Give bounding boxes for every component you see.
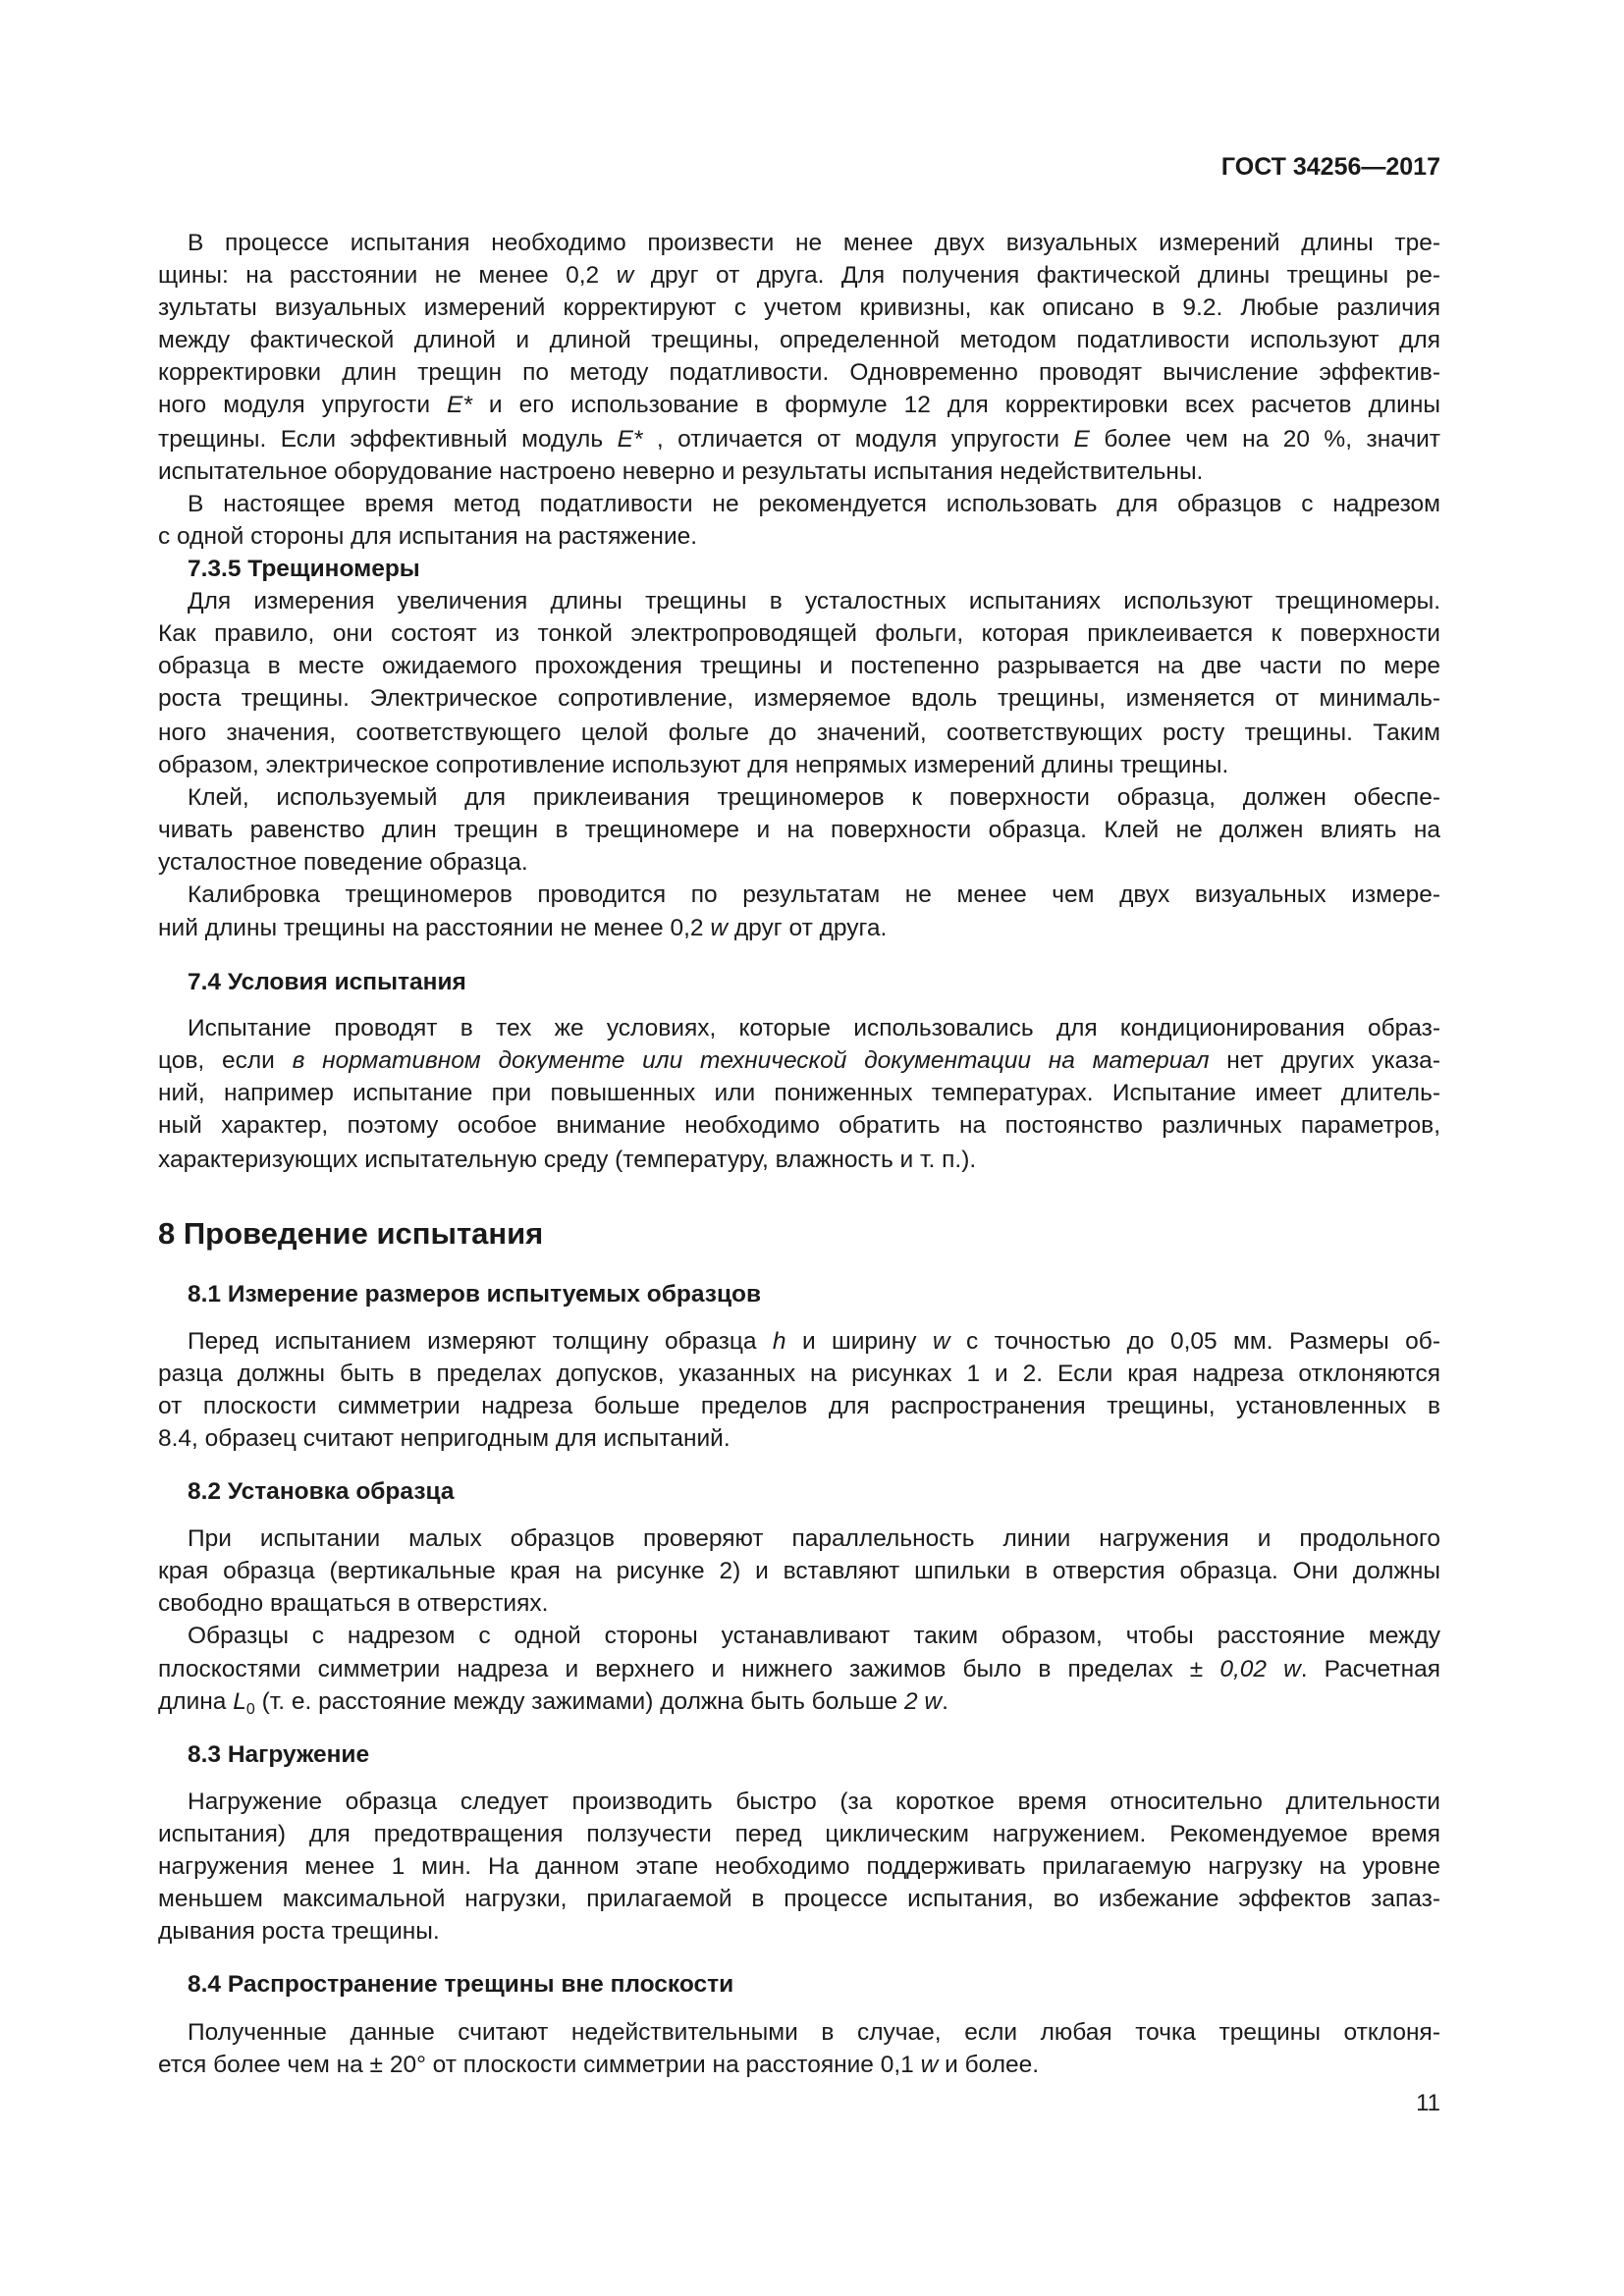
text-line: чивать равенство длин трещин в трещиномере и на поверхности образца. Клей не должен влиять на	[158, 817, 1440, 843]
page-number: 11	[1416, 2090, 1440, 2116]
section-heading-8: 8 Проведение испытания	[158, 1216, 544, 1251]
text-line: цов, если в нормативном документе или технической документации на материал нет других указа-	[158, 1047, 1440, 1074]
section-heading-8-1: 8.1 Измерение размеров испытуемых образцов	[188, 1281, 762, 1308]
text-line: испытания) для предотвращения ползучести перед циклическим нагружением. Рекомендуемое время	[158, 1821, 1440, 1847]
text-line: Испытание проводят в тех же условиях, которые использовались для кондиционирования образ-	[188, 1015, 1440, 1041]
text-line: меньшем максимальной нагрузки, прилагаемой в процессе испытания, во избежание эффектов запаз-	[158, 1886, 1440, 1912]
text-line: ного значения, соответствующего целой фольге до значений, соответствующих росту трещины. Таким	[158, 720, 1440, 746]
text-line: ний длины трещины на расстоянии не менее 0,2 w друг от друга.	[158, 915, 888, 941]
text-line: образом, электрическое сопротивление используют для непрямых измерений длины трещины.	[158, 752, 1229, 778]
text-line: края образца (вертикальные края на рисунке 2) и вставляют шпильки в отверстия образца. Они должны	[158, 1558, 1440, 1584]
text-line: В настоящее время метод податливости не рекомендуется использовать для образцов с надрезом	[188, 491, 1440, 517]
text-line: ется более чем на ± 20° от плоскости симметрии на расстояние 0,1 w и более.	[158, 2052, 1040, 2078]
text-line: Для измерения увеличения длины трещины в усталостных испытаниях используют трещиномеры.	[188, 588, 1440, 614]
text-line: Калибровка трещиномеров проводится по результатам не менее чем двух визуальных измере-	[188, 881, 1440, 908]
section-heading-8-2: 8.2 Установка образца	[188, 1478, 455, 1505]
text-line: ный характер, поэтому особое внимание необходимо обратить на постоянство различных параметров,	[158, 1112, 1440, 1139]
text-line: Перед испытанием измеряют толщину образца h и ширину w с точностью до 0,05 мм. Размеры об-	[188, 1328, 1440, 1355]
text-line: Образцы с надрезом с одной стороны устанавливают таким образом, чтобы расстояние между	[188, 1623, 1440, 1649]
text-line: с одной стороны для испытания на растяжение.	[158, 523, 698, 550]
text-line: испытательное оборудование настроено неверно и результаты испытания недействительны.	[158, 458, 1204, 485]
text-line: корректировки длин трещин по методу податливости. Одновременно проводят вычисление эффектив-	[158, 359, 1440, 386]
text-line: свободно вращаться в отверстиях.	[158, 1590, 549, 1617]
text-line: дывания роста трещины.	[158, 1918, 440, 1945]
text-line: нагружения менее 1 мин. На данном этапе необходимо поддерживать прилагаемую нагрузку на уровне	[158, 1853, 1440, 1880]
section-heading-8-3: 8.3 Нагружение	[188, 1741, 370, 1768]
text-line: плоскостями симметрии надреза и верхнего и нижнего зажимов было в пределах ± 0,02 w. Расчетная	[158, 1656, 1441, 1682]
text-line: Как правило, они состоят из тонкой электропроводящей фольги, которая приклеивается к поверхности	[158, 620, 1440, 647]
text-line: длина $L_0$ (т. е. расстояние между зажимами) должна быть больше 2 w.	[158, 1688, 948, 1718]
text-line: разца должны быть в пределах допусков, указанных на рисунках 1 и 2. Если края надреза отклоняются	[158, 1361, 1440, 1387]
text-line: Полученные данные считают недействительными в случае, если любая точка трещины отклоня-	[188, 2019, 1440, 2046]
document-header: ГОСТ 34256—2017	[1220, 153, 1440, 181]
text-line: образца в месте ожидаемого прохождения трещины и постепенно разрывается на две части по мере	[158, 653, 1440, 679]
text-line: ного модуля упругости E* и его использование в формуле 12 для корректировки всех расчетов длины	[158, 392, 1440, 418]
section-heading-7-3-5: 7.3.5 Трещиномеры	[188, 556, 420, 582]
text-line: от плоскости симметрии надреза больше пределов для распространения трещины, установленных в	[158, 1393, 1440, 1419]
text-line: характеризующих испытательную среду (температуру, влажность и т. п.).	[158, 1147, 977, 1173]
section-heading-8-4: 8.4 Распространение трещины вне плоскости	[188, 1971, 734, 1998]
text-line: ний, например испытание при повышенных или пониженных температурах. Испытание имеет длитель-	[158, 1080, 1440, 1106]
text-line: 8.4, образец считают непригодным для испытаний.	[158, 1425, 731, 1452]
text-line: При испытании малых образцов проверяют параллельность линии нагружения и продольного	[188, 1525, 1440, 1552]
text-line: Клей, используемый для приклеивания трещиномеров к поверхности образца, должен обеспе-	[188, 784, 1440, 811]
text-line: зультаты визуальных измерений корректируют с учетом кривизны, как описано в 9.2. Любые различия	[158, 294, 1440, 321]
text-line: трещины. Если эффективный модуль E* , отличается от модуля упругости E более чем на 20 %, значит	[158, 426, 1441, 453]
text-line: Нагружение образца следует производить быстро (за короткое время относительно длительности	[188, 1789, 1440, 1815]
text-line: щины: на расстоянии не менее 0,2 w друг от друга. Для получения фактической длины трещины ре-	[158, 262, 1440, 289]
text-line: роста трещины. Электрическое сопротивление, измеряемое вдоль трещины, изменяется от минималь-	[158, 685, 1440, 712]
text-line: В процессе испытания необходимо произвести не менее двух визуальных измерений длины тре-	[188, 230, 1440, 256]
text-line: усталостное поведение образца.	[158, 849, 528, 876]
text-line: между фактической длиной и длиной трещины, определенной методом податливости используют для	[158, 327, 1440, 353]
section-heading-7-4: 7.4 Условия испытания	[188, 969, 466, 995]
